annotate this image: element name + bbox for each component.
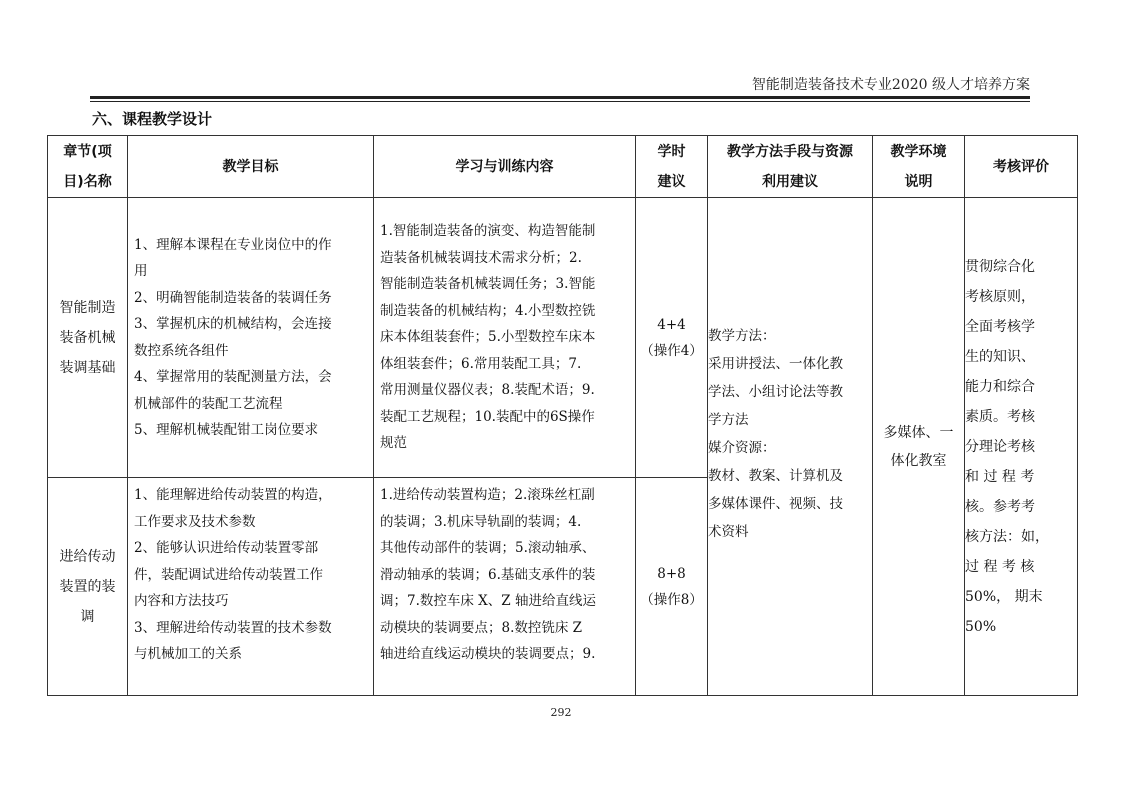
- document-header: 智能制造装备技术专业2020 级人才培养方案: [751, 77, 1030, 93]
- page-number: 292: [550, 706, 572, 719]
- goals-cell: 1、能理解进给传动装置的构造， 工作要求及技术参数 2、能够认识进给传动装置零部 件，装配调试进给传动装置工作 内容和方法技巧 3、理解进给传动装置的技术参数 与机械加工的关系: [128, 478, 374, 696]
- header-hours: 学时 建议: [636, 136, 708, 198]
- chapter-cell: 进给传动 装置的装 调: [48, 478, 128, 696]
- header-eval: 考核评价: [965, 136, 1078, 198]
- section-title: 六、课程教学设计: [92, 110, 213, 128]
- goals-cell: 1、理解本课程在专业岗位中的作 用 2、明确智能制造装备的装调任务 3、掌握机床的机械结构，会连接 数控系统各组件 4、掌握常用的装配测量方法，会 机械部件的装配工艺流程 5、理解机械装配钳工岗位要求: [128, 198, 374, 478]
- eval-cell: 贯彻综合化 考核原则， 全面考核学 生的知识、 能力和综合 素质。考核 分理论考核 和 过 程 考 核。参考考 核方法：如， 过 程 考 核 50%， 期末 50%: [965, 198, 1078, 696]
- course-design-table: [47, 135, 1078, 696]
- hours-cell: 4+4 （操作4）: [636, 198, 708, 478]
- header-chapter: 章节(项 目)名称: [48, 136, 128, 198]
- header-methods: 教学方法手段与资源 利用建议: [708, 136, 873, 198]
- chapter-cell: 智能制造 装备机械 装调基础: [48, 198, 128, 478]
- content-cell: 1.智能制造装备的演变、构造智能制 造装备机械装调技术需求分析；2. 智能制造装备机械装调任务；3.智能 制造装备的机械结构；4.小型数控铣 床本体组装套件；5.小型数控车床本 体组装套件；6.常用装配工具；7. 常用测量仪器仪表；8.装配术语；9. 装配工艺规程；10.装配中的6S操作 规范: [374, 198, 636, 478]
- hours-cell: 8+8 （操作8）: [636, 478, 708, 696]
- table-row: [48, 198, 1078, 478]
- env-cell: 多媒体、一 体化教室: [873, 198, 965, 696]
- header-env: 教学环境 说明: [873, 136, 965, 198]
- header-rule-thin: [90, 101, 1030, 102]
- header-rule-thick: [90, 96, 1030, 99]
- methods-cell: 教学方法： 采用讲授法、一体化教 学法、小组讨论法等教 学方法 媒介资源： 教材、教案、计算机及 多媒体课件、视频、技 术资料: [708, 198, 873, 696]
- table-header-row: [48, 136, 1078, 198]
- header-content: 学习与训练内容: [374, 136, 636, 198]
- header-goals: 教学目标: [128, 136, 374, 198]
- content-cell: 1.进给传动装置构造；2.滚珠丝杠副 的装调；3.机床导轨副的装调；4. 其他传动部件的装调；5.滚动轴承、 滑动轴承的装调；6.基础支承件的装 调；7.数控车床 X、Z 轴进给直线运 动模块的装调要点；8.数控铣床 Z 轴进给直线运动模块的装调要点；9.: [374, 478, 636, 696]
